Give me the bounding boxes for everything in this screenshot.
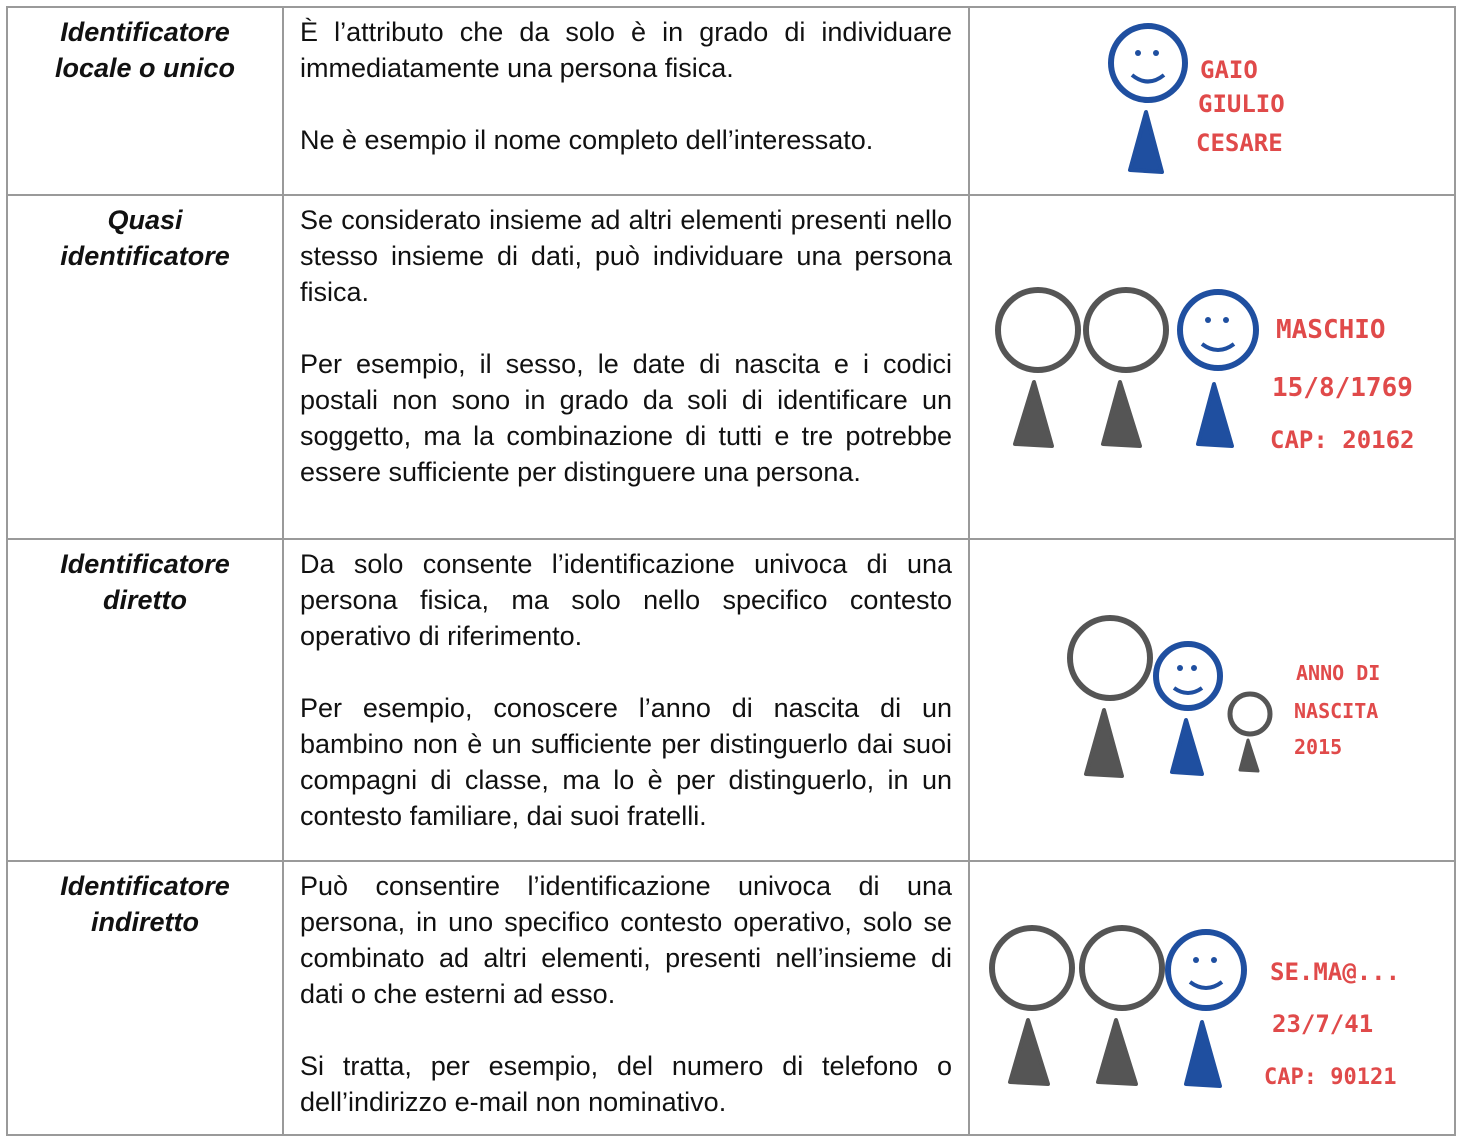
table-row bbox=[7, 539, 1455, 861]
description-cell bbox=[283, 195, 969, 539]
description-paragraph: Per esempio, conoscere l’anno di nascita di un bambino non è un sufficiente per distinguerlo dai suoi compagni di classe, ma lo è per distinguerlo, in un contesto familiare, dai suoi fratelli. bbox=[300, 693, 952, 831]
handwritten-label: CESARE bbox=[1196, 129, 1283, 157]
three-people-illustration bbox=[970, 196, 1454, 538]
person-icon bbox=[1070, 618, 1150, 776]
illustration-cell bbox=[969, 539, 1455, 861]
term-line: identificatore bbox=[60, 241, 230, 271]
table-row bbox=[7, 195, 1455, 539]
person-icon bbox=[1082, 928, 1162, 1084]
table-row bbox=[7, 861, 1455, 1135]
child-person-icon bbox=[1230, 694, 1270, 771]
description-paragraph: È l’attributo che da solo è in grado di individuare immediatamente una persona fisica. bbox=[300, 17, 952, 83]
description-paragraph: Se considerato insieme ad altri elementi presenti nello stesso insieme di dati, può individuare una persona fisica. bbox=[300, 205, 952, 307]
handwritten-label: SE.MA@... bbox=[1270, 958, 1401, 986]
description-paragraph: Per esempio, il sesso, le date di nascita e i codici postali non sono in grado da soli di identificare un soggetto, ma la combinazione di tutti e tre potrebbe essere sufficiente per distinguere una persona. bbox=[300, 349, 952, 487]
highlighted-person-icon bbox=[1168, 932, 1244, 1086]
highlighted-person-icon bbox=[1180, 292, 1256, 446]
single-person-illustration bbox=[970, 8, 1454, 194]
person-icon bbox=[992, 928, 1072, 1084]
illustration-cell bbox=[969, 195, 1455, 539]
term-line: Quasi bbox=[107, 205, 183, 235]
handwritten-label: 2015 bbox=[1294, 735, 1343, 759]
term-cell bbox=[7, 7, 283, 195]
term-line: Identificatore bbox=[60, 17, 230, 47]
term-line: diretto bbox=[103, 585, 187, 615]
term-cell bbox=[7, 861, 283, 1135]
term-line: locale o unico bbox=[54, 53, 236, 83]
description-paragraph: Ne è esempio il nome completo dell’interessato. bbox=[300, 125, 874, 155]
person-icon bbox=[998, 290, 1078, 446]
term-line: Identificatore bbox=[60, 871, 230, 901]
identifier-table bbox=[6, 6, 1456, 1136]
description-cell bbox=[283, 539, 969, 861]
handwritten-label: MASCHIO bbox=[1276, 315, 1386, 345]
description-paragraph: Si tratta, per esempio, del numero di telefono o dell’indirizzo e-mail non nominativo. bbox=[300, 1051, 952, 1117]
illustration-cell bbox=[969, 861, 1455, 1135]
handwritten-label: ANNO DI bbox=[1296, 661, 1381, 685]
description-cell bbox=[283, 7, 969, 195]
handwritten-label: CAP: 90121 bbox=[1264, 1065, 1397, 1090]
term-line: indiretto bbox=[91, 907, 199, 937]
illustration-cell bbox=[969, 7, 1455, 195]
handwritten-label: GIULIO bbox=[1198, 90, 1285, 118]
handwritten-label: GAIO bbox=[1200, 56, 1258, 84]
highlighted-person-icon bbox=[1156, 644, 1220, 774]
description-paragraph: Può consentire l’identificazione univoca di una persona, in uno specifico contesto operativo, solo se combinato ad altri elementi, presenti nell’insieme di dati o che esterni ad esso. bbox=[300, 871, 952, 1009]
description-paragraph: Da solo consente l’identificazione univoca di una persona fisica, ma solo nello specifico contesto operativo di riferimento. bbox=[300, 549, 952, 651]
handwritten-label: 23/7/41 bbox=[1272, 1010, 1374, 1038]
family-illustration bbox=[970, 540, 1454, 860]
handwritten-label: 15/8/1769 bbox=[1272, 373, 1413, 403]
term-line: Identificatore bbox=[60, 549, 230, 579]
table-row bbox=[7, 7, 1455, 195]
highlighted-person-icon bbox=[1111, 26, 1185, 172]
person-icon bbox=[1086, 290, 1166, 446]
term-cell bbox=[7, 195, 283, 539]
term-cell bbox=[7, 539, 283, 861]
handwritten-label: NASCITA bbox=[1294, 699, 1379, 723]
description-cell bbox=[283, 861, 969, 1135]
handwritten-label: CAP: 20162 bbox=[1270, 426, 1415, 454]
three-people-illustration bbox=[970, 862, 1454, 1134]
